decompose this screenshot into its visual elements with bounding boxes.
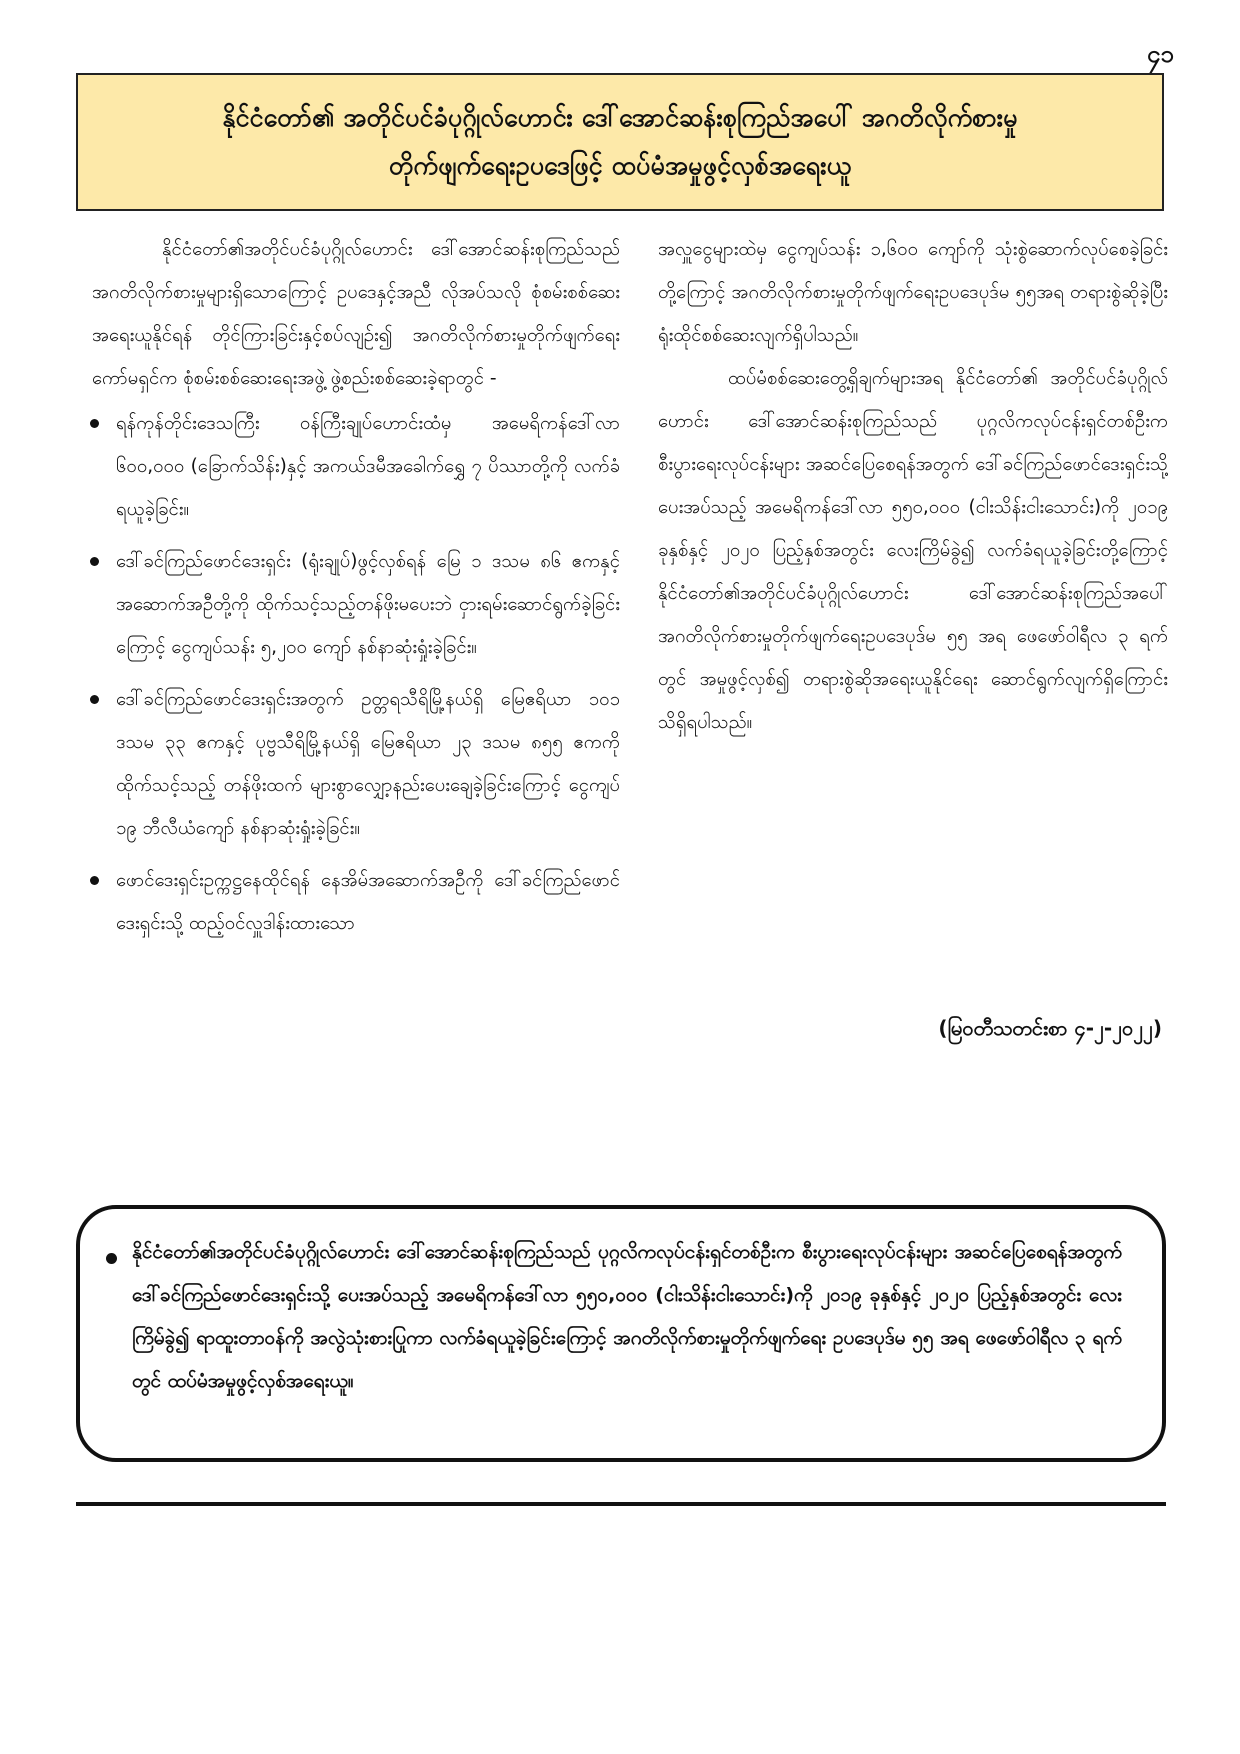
bullet-icon [90,876,99,885]
headline-box [76,73,1164,211]
list-item-text: ရန်ကုန်တိုင်းဒေသကြီး ဝန်ကြီးချုပ်ဟောင်းထံမှ အမေရိကန်ဒေါ်လာ ၆၀၀,၀၀၀ (ခြောက်သိန်း)နှင့် အကယ်ဒမီအခေါက်ရွှေ ၇ ပိဿာတို့ကို လက်ခံရယူခဲ့ခြင်း။ [116,413,620,520]
finding-paragraph: ထပ်မံစစ်ဆေးတွေ့ရှိချက်များအရ နိုင်ငံတော်၏ အတိုင်ပင်ခံပုဂ္ဂိုလ်ဟောင်း ဒေါ်အောင်ဆန်းစုကြည်သည် ပုဂ္ဂလိကလုပ်ငန်းရှင်တစ်ဦးက စီးပွားရေးလုပ်ငန်းများ အဆင်ပြေစေရန်အတွက် ဒေါ်ခင်ကြည်ဖောင်ဒေးရှင်းသို့ ပေးအပ်သည့် အမေရိကန်ဒေါ်လာ ၅၅၀,၀၀၀ (ငါးသိန်းငါးသောင်း)ကို ၂၀၁၉ ခုနှစ်နှင့် ၂၀၂၀ ပြည့်နှစ်အတွင်း လေးကြိမ်ခွဲ၍ လက်ခံရယူခဲ့ခြင်းတို့ကြောင့် နိုင်ငံတော်၏အတိုင်ပင်ခံပုဂ္ဂိုလ်ဟောင်း ဒေါ်အောင်ဆန်းစုကြည်အပေါ် အဂတိလိုက်စားမှုတိုက်ဖျက်ရေးဥပဒေပုဒ်မ ၅၅ အရ ဖေဖော်ဝါရီလ ၃ ရက်တွင် အမှုဖွင့်လှစ်၍ တရားစွဲဆိုအရေးယူနိုင်ရေး ဆောင်ရွက်လျက်ရှိကြောင်း သိရှိရပါသည်။ [658,368,1168,733]
headline-line-2: တိုက်ဖျက်ရေးဥပဒေဖြင့် ထပ်မံအမှုဖွင့်လှစ်အရေးယူ [388,151,852,180]
headline-line-1: နိုင်ငံတော်၏ အတိုင်ပင်ခံပုဂ္ဂိုလ်ဟောင်း ဒေါ်အောင်ဆန်းစုကြည်အပေါ် အဂတိလိုက်စားမှု [222,103,1018,132]
list-item [92,678,620,850]
list-item-text: ဖောင်ဒေးရှင်းဥက္ကဋ္ဌနေထိုင်ရန် နေအိမ်အဆောက်အဦကို ဒေါ်ခင်ကြည်ဖောင်ဒေးရှင်းသို့ ထည့်ဝင်လှူဒါန်းထားသော [116,870,620,934]
list-item-text: ဒေါ်ခင်ကြည်ဖောင်ဒေးရှင်း (ရုံးချုပ်)ဖွင့်လှစ်ရန် မြေ ၁ ဒသမ ၈၆ ဧကနှင့် အဆောက်အဦတို့ကို ထိုက်သင့်သည့်တန်ဖိုးမပေးဘဲ ငှားရမ်းဆောင်ရွက်ခဲ့ခြင်းကြောင့် ငွေကျပ်သန်း ၅,၂၀၀ ကျော် နစ်နာဆုံးရှုံးခဲ့ခြင်း။ [116,551,620,658]
summary-text: နိုင်ငံတော်၏အတိုင်ပင်ခံပုဂ္ဂိုလ်ဟောင်း ဒေါ်အောင်ဆန်းစုကြည်သည် ပုဂ္ဂလိကလုပ်ငန်းရှင်တစ်ဦးက စီးပွားရေးလုပ်ငန်းများ အဆင်ပြေစေရန်အတွက် ဒေါ်ခင်ကြည်ဖောင်ဒေးရှင်းသို့ ပေးအပ်သည့် အမေရိကန်ဒေါ်လာ ၅၅၀,၀၀၀ (ငါးသိန်းငါးသောင်း)ကို ၂၀၁၉ ခုနှစ်နှင့် ၂၀၂၀ ပြည့်နှစ်အတွင်း လေးကြိမ်ခွဲ၍ ရာထူးတာဝန်ကို အလွဲသုံးစားပြုကာ လက်ခံရယူခဲ့ခြင်းကြောင့် အဂတိလိုက်စားမှုတိုက်ဖျက်ရေး ဥပဒေပုဒ်မ ၅၅ အရ ဖေဖော်ဝါရီလ ၃ ရက်တွင် ထပ်မံအမှုဖွင့်လှစ်အရေးယူ။ [132,1241,1122,1392]
bullet-icon [90,695,99,704]
findings-list [92,402,620,945]
bottom-divider [76,1502,1166,1506]
source-citation: (မြဝတီသတင်းစာ ၄-၂-၂၀၂၂) [938,1016,1162,1040]
page-number: ၄၁ [1147,40,1174,68]
list-item [92,540,620,669]
bullet-icon [90,419,99,428]
intro-paragraph: နိုင်ငံတော်၏အတိုင်ပင်ခံပုဂ္ဂိုလ်ဟောင်း ဒေါ်အောင်ဆန်းစုကြည်သည် အဂတိလိုက်စားမှုများရှိသောကြောင့် ဥပဒေနှင့်အညီ လိုအပ်သလို စုံစမ်းစစ်ဆေးအရေးယူနိုင်ရန် တိုင်ကြားခြင်းနှင့်စပ်လျဉ်း၍ အဂတိလိုက်စားမှုတိုက်ဖျက်ရေးကော်မရှင်က စုံစမ်းစစ်ဆေးရေးအဖွဲ့ ဖွဲ့စည်းစစ်ဆေးခဲ့ရာတွင် - [92,239,620,389]
bullet-icon [90,557,99,566]
bullet-icon [106,1253,117,1264]
continuation-paragraph: အလှူငွေများထဲမှ ငွေကျပ်သန်း ၁,၆၀၀ ကျော်ကို သုံးစွဲဆောက်လုပ်စေခဲ့ခြင်းတို့ကြောင့် အဂတိလိုက်စားမှုတိုက်ဖျက်ရေးဥပဒေပုဒ်မ ၅၅အရ တရားစွဲဆိုခဲ့ပြီး ရုံးထိုင်စစ်ဆေးလျက်ရှိပါသည်။ [658,239,1168,346]
list-item [92,402,620,531]
list-item [92,859,620,945]
right-column [658,228,1168,744]
summary-box [76,1205,1166,1462]
list-item-text: ဒေါ်ခင်ကြည်ဖောင်ဒေးရှင်းအတွက် ဥတ္တရသီရိမြို့နယ်ရှိ မြေဧရိယာ ၁၀၁ ဒသမ ၃၃ ဧကနှင့် ပုဗ္ဗသီရိမြို့နယ်ရှိ မြေဧရိယာ ၂၃ ဒသမ ၈၅၅ ဧကကို ထိုက်သင့်သည့် တန်ဖိုးထက် များစွာလျှော့နည်းပေးချေခဲ့ခြင်းကြောင့် ငွေကျပ် ၁၉ ဘီလီယံကျော် နစ်နာဆုံးရှုံးခဲ့ခြင်း။ [116,689,620,839]
left-column [92,228,620,954]
